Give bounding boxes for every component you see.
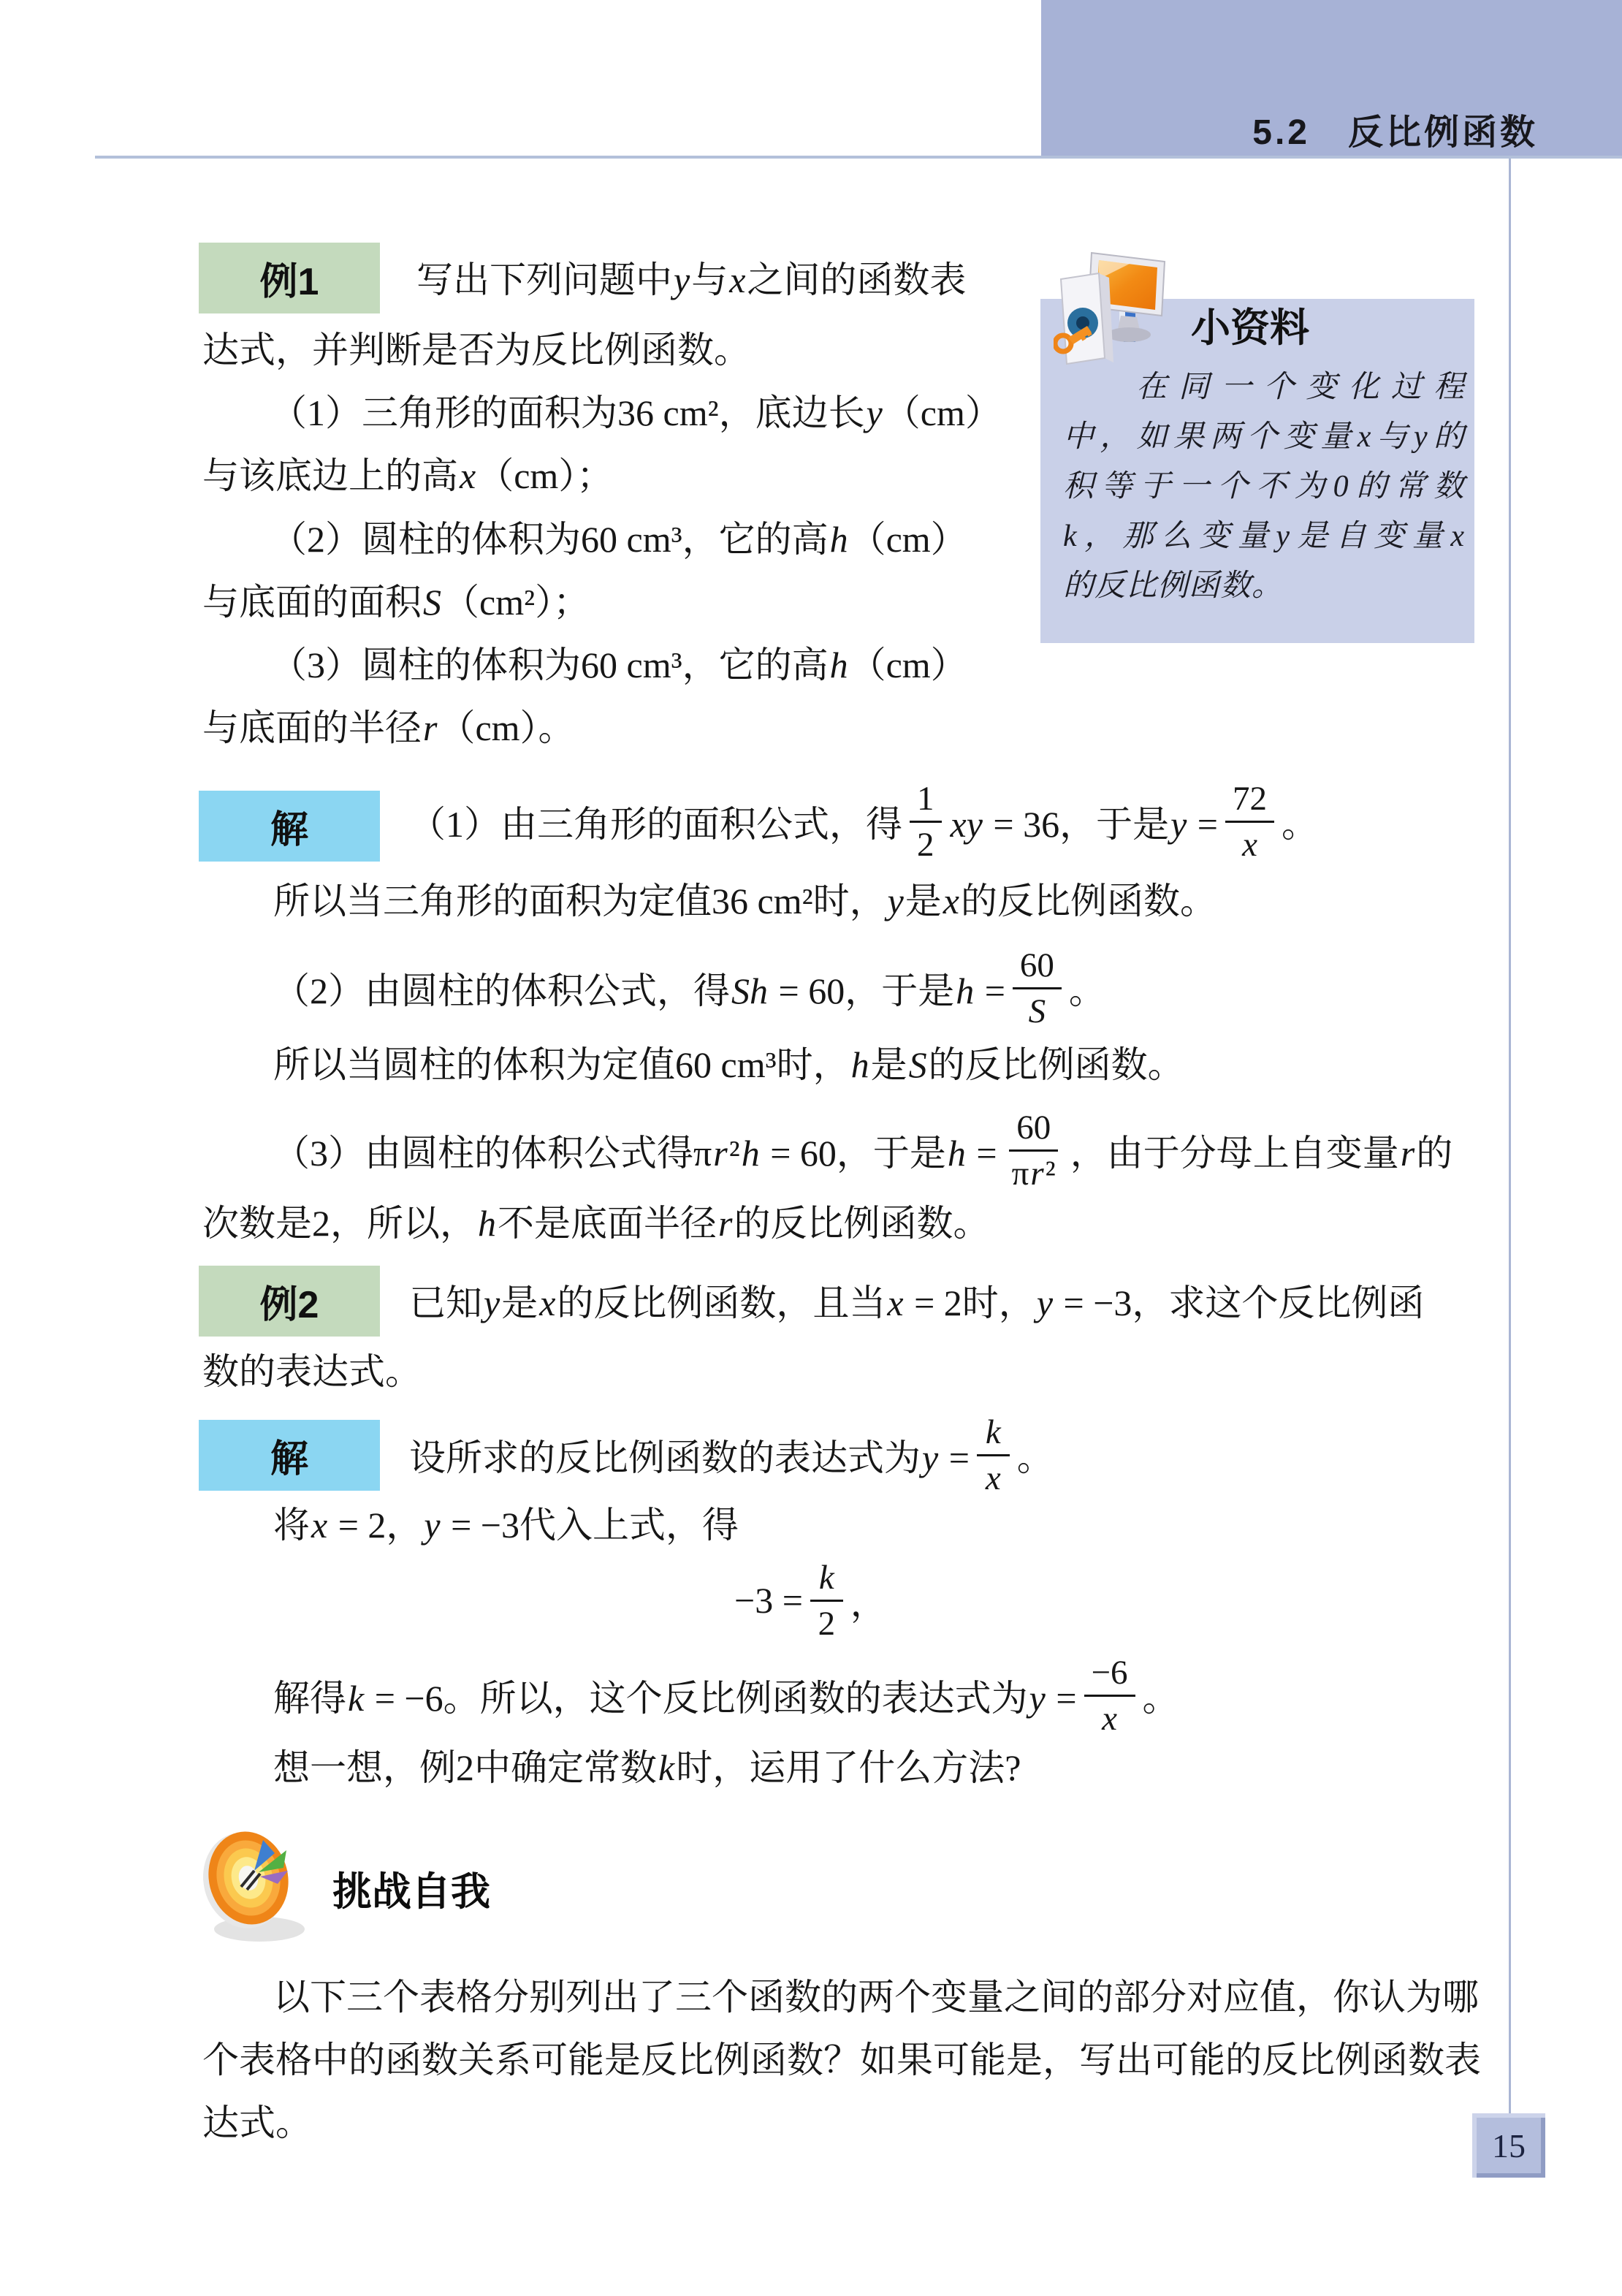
solution1-step3 xyxy=(273,1106,1452,1194)
solution1-step1-mid: xy = 36，于是y = xyxy=(950,804,1218,845)
example1-label-text: 例1 xyxy=(259,261,319,303)
solution2-result-end: 。 xyxy=(1142,1678,1179,1719)
info-sidebar-title: 小资料 xyxy=(1191,306,1309,350)
example1-item1-line2: 与该底边上的高x（cm）； xyxy=(202,455,614,496)
fraction-numerator: 60 xyxy=(1013,945,1062,989)
solution1-label xyxy=(199,791,380,862)
solution1-step3-conclusion: 次数是2，所以，h不是底面半径r的反比例函数。 xyxy=(202,1203,990,1244)
solution1-step3-pre: （3）由圆柱的体积公式得πr²h = 60，于是h = xyxy=(273,1133,997,1174)
example2-label-text: 例2 xyxy=(259,1284,319,1326)
solution1-step2-end: 。 xyxy=(1068,970,1105,1011)
example1-item1-line1: （1）三角形的面积为36 cm²，底边长y（cm） xyxy=(270,392,1002,433)
example1-item3-line2: 与底面的半径r（cm）。 xyxy=(202,707,575,748)
page-edge-rule xyxy=(1509,159,1511,2113)
equation-comma: ， xyxy=(850,1583,887,1624)
solution2-label-text: 解 xyxy=(270,1438,308,1480)
info-line: 在同一个变化过程 xyxy=(1136,370,1465,404)
fraction-denominator: 2 xyxy=(917,825,934,864)
solution2-setup xyxy=(409,1410,1054,1499)
solution1-step2-pre: （2）由圆柱的体积公式，得Sh = 60，于是h = xyxy=(273,970,1005,1011)
think-prompt: 想一想，例2中确定常数k时，运用了什么方法? xyxy=(273,1747,1021,1788)
page-number: 15 xyxy=(1492,2126,1526,2164)
fraction-72-over-x xyxy=(1225,778,1274,865)
example1-item2-line2: 与底面的面积S（cm²）； xyxy=(202,582,590,623)
info-line: k，那么变量y是自变量x xyxy=(1063,520,1465,553)
solution1-step2-conclusion: 所以当圆柱的体积为定值60 cm³时，h是S的反比例函数。 xyxy=(273,1044,1184,1085)
fraction-denominator: S xyxy=(1028,992,1046,1030)
dart-target-icon xyxy=(190,1820,323,1945)
solution2-equation xyxy=(734,1555,887,1646)
fraction-numerator: k xyxy=(810,1557,843,1602)
fraction-denominator: x xyxy=(1102,1699,1117,1738)
section-header: 5.2 反比例函数 xyxy=(1252,113,1538,152)
info-sidebar-text xyxy=(1063,362,1465,611)
challenge-paragraph-line3: 达式。 xyxy=(202,2102,312,2143)
fraction-60-over-S xyxy=(1013,945,1062,1032)
example1-item3-line1: （3）圆柱的体积为60 cm³，它的高h（cm） xyxy=(270,645,967,685)
example1-intro-line2: 达式，并判断是否为反比例函数。 xyxy=(202,330,750,370)
solution2-result xyxy=(273,1650,1179,1741)
solution1-step3-end: ，由于分母上自变量r的 xyxy=(1070,1133,1453,1174)
example2-line1: 已知y是x的反比例函数，且当x = 2时，y = −3，求这个反比例函 xyxy=(409,1282,1425,1323)
fraction-neg6-over-x xyxy=(1084,1652,1135,1739)
solution1-step1-end: 。 xyxy=(1282,804,1318,845)
example1-label xyxy=(199,243,380,313)
fraction-k-over-x xyxy=(977,1412,1010,1499)
fraction-numerator: 72 xyxy=(1225,778,1274,823)
example1-intro-line1: 写出下列问题中y与x之间的函数表 xyxy=(416,259,967,300)
solution2-substitute: 将x = 2，y = −3代入上式，得 xyxy=(273,1505,739,1546)
fraction-numerator: 60 xyxy=(1009,1107,1058,1152)
fraction-numerator: 1 xyxy=(910,778,942,823)
info-line: 中，如果两个变量x与y的 xyxy=(1063,420,1465,454)
page-number-box xyxy=(1472,2113,1545,2178)
fraction-60-over-pi-r-squared xyxy=(1005,1107,1063,1194)
fraction-denominator: x xyxy=(985,1459,1001,1497)
fraction-numerator: −6 xyxy=(1084,1652,1135,1697)
fraction-one-half xyxy=(910,778,942,865)
challenge-paragraph-line2: 个表格中的函数关系可能是反比例函数？如果可能是，写出可能的反比例函数表 xyxy=(202,2040,1481,2080)
fraction-numerator: k xyxy=(977,1412,1010,1456)
solution2-result-pre: 解得k = −6。所以，这个反比例函数的表达式为y = xyxy=(273,1678,1077,1719)
challenge-paragraph-line1: 以下三个表格分别列出了三个函数的两个变量之间的部分对应值，你认为哪 xyxy=(273,1977,1479,2018)
solution2-setup-end: 。 xyxy=(1016,1437,1054,1478)
info-line: 的反比例函数。 xyxy=(1063,569,1284,603)
header-rule xyxy=(95,156,1622,159)
computer-key-icon xyxy=(1054,247,1179,377)
solution1-step2 xyxy=(273,944,1105,1032)
example1-item2-line1: （2）圆柱的体积为60 cm³，它的高h（cm） xyxy=(270,519,967,560)
solution1-label-text: 解 xyxy=(270,809,308,851)
fraction-denominator: x xyxy=(1242,825,1257,864)
example2-label xyxy=(199,1266,380,1337)
equation-lhs: −3 = xyxy=(734,1580,803,1621)
fraction-k-over-2 xyxy=(810,1557,843,1644)
solution2-label xyxy=(199,1420,380,1491)
solution1-step1 xyxy=(409,776,1318,867)
info-line: 积等于一个不为0的常数 xyxy=(1063,470,1465,503)
example2-line2: 数的表达式。 xyxy=(202,1351,422,1392)
fraction-denominator: πr² xyxy=(1011,1154,1056,1193)
fraction-denominator: 2 xyxy=(818,1604,836,1643)
solution1-step1-pre: （1）由三角形的面积公式，得 xyxy=(409,804,902,845)
monitor-base xyxy=(1107,327,1151,342)
solution1-step1-conclusion: 所以当三角形的面积为定值36 cm²时，y是x的反比例函数。 xyxy=(273,881,1216,921)
solution2-setup-pre: 设所求的反比例函数的表达式为y = xyxy=(409,1437,970,1478)
challenge-title: 挑战自我 xyxy=(332,1870,490,1914)
